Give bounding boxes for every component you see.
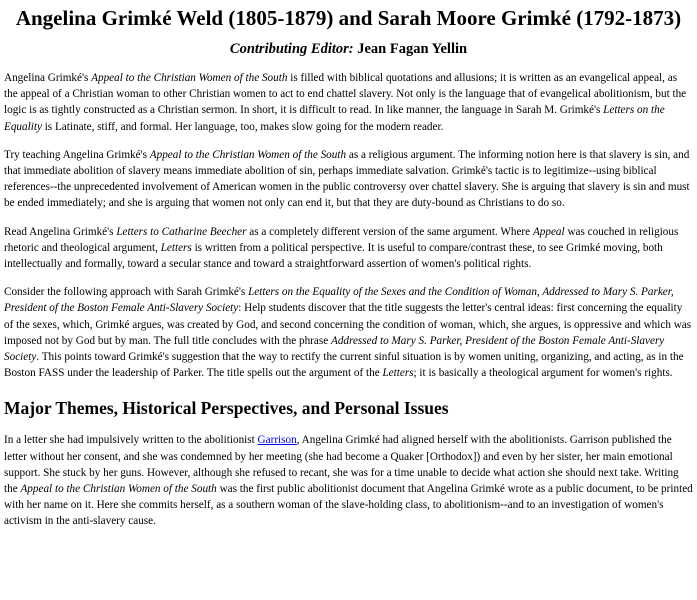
work-title-italic: Letters on the Equality of the Sexes and the Condition of Woman, Addressed to Mary S. Parker, President of the Boston Female Anti-Slavery Society <box>4 286 674 315</box>
work-title-italic: Appeal <box>532 225 565 238</box>
paragraph-appeal-intro <box>4 70 693 135</box>
text-run: was couched in religious rhetoric and theological argument, <box>4 225 679 254</box>
work-title-italic: Letters <box>160 241 192 254</box>
text-run: Consider the following approach with Sarah Grimké's <box>4 286 249 299</box>
work-title-italic: Letters <box>382 367 414 380</box>
text-run: : Help students discover that the title suggests the letter's central ideas: first concerning the equality of the sexes, which, Grimké argues, was created by God, and second concerning the condition of woman, which, she argues, is oppressive and which was imposed not by God but by man. The full title concludes with the phrase <box>4 302 692 347</box>
page-title: Angelina Grimké Weld (1805-1879) and Sarah Moore Grimké (1792-1873) <box>15 6 682 30</box>
text-run: is filled with biblical quotations and allusions; it is written as an evangelical appeal, as the appeal of a Christian woman to other Christian women to act to end chattel slavery. Not only is the language that of evangelical abolitionism, but the logic is as tightly constructed as a Christian sermon. In short, it is difficult to read. In like manner, the language in Sarah M. Grimké's <box>4 72 687 117</box>
work-title-italic: Letters on the Equality <box>4 104 665 133</box>
text-run: Angelina Grimké's <box>4 72 92 84</box>
work-title-italic: Letters to Catharine Beecher <box>116 225 247 238</box>
text-run: is Latinate, stiff, and formal. Her language, too, makes slow going for the modern reader. <box>41 120 444 133</box>
garrison-link[interactable]: Garrison <box>257 434 297 447</box>
contributing-editor-line <box>4 40 693 58</box>
work-title-italic: Appeal to the Christian Women of the South <box>20 483 217 496</box>
contributing-editor-name: Jean Fagan Yellin <box>353 41 468 57</box>
text-run: Read Angelina Grimké's <box>4 225 117 238</box>
text-run: as a religious argument. The informing notion here is that slavery is sin, and that immediate abolition of slavery means immediate abolition of sin, perhaps immediate salvation. Grimké's tactic is to legitimize--using biblical references--the unprecedented involvement of American women in the public controversy over chattel slavery. She is arguing that slavery is sin and must be ended immediately; and she is arguing that women not only can end it, but that they are duty-bound as Christians to do so. <box>4 148 690 210</box>
text-run: as a completely different version of the same argument. Where <box>246 225 533 238</box>
text-run: In a letter she had impulsively written to the abolitionist <box>4 434 258 447</box>
text-run: , Angelina Grimké had aligned herself with the abolitionists. Garrison published the letter without her consent, and she was condemned by her meeting (she had become a Quaker [Orthodox]) and even by her sister, her main emotional support. She stuck by her guns. However, although she refused to recant, she was for a time unable to decide what action she should next take. Writing the <box>4 434 679 496</box>
text-run: was the first public abolitionist document that Angelina Grimké wrote as a public document, to be printed with her name on it. Here she commits herself, as a southern woman of the slave-holding class, to abolitionism--and to an investigation of women's activism in the anti-slavery cause. <box>4 483 693 528</box>
section-heading-major-themes: Major Themes, Historical Perspectives, and Personal Issues <box>4 398 449 419</box>
text-run: . This points toward Grimké's suggestion that the way to rectify the current sinful situation is by women uniting, organizing, and acting, as in the Boston FASS under the leadership of Parker. The title spells out the argument of the <box>4 351 684 380</box>
text-run: is written from a political perspective. It is useful to compare/contrast these, to see Grimké moving, both intellectually and formally, toward a secular stance and toward a straightforward assertion of women's political rights. <box>4 241 663 271</box>
work-title-italic: Appeal to the Christian Women of the South <box>91 72 288 84</box>
paragraph-garrison-letter <box>4 432 693 529</box>
text-run: ; it is basically a theological argument for women's rights. <box>413 367 673 380</box>
paragraph-letters-equality <box>4 284 693 381</box>
work-title-italic: Addressed to Mary S. Parker, President of the Boston Female Anti-Slavery Society <box>4 334 665 364</box>
paragraph-letters-beecher <box>4 224 693 273</box>
contributing-editor-label: Contributing Editor: <box>229 41 354 57</box>
paragraph-teaching-appeal <box>4 147 693 212</box>
text-run: Try teaching Angelina Grimké's <box>4 148 150 161</box>
work-title-italic: Appeal to the Christian Women of the South <box>149 148 347 161</box>
